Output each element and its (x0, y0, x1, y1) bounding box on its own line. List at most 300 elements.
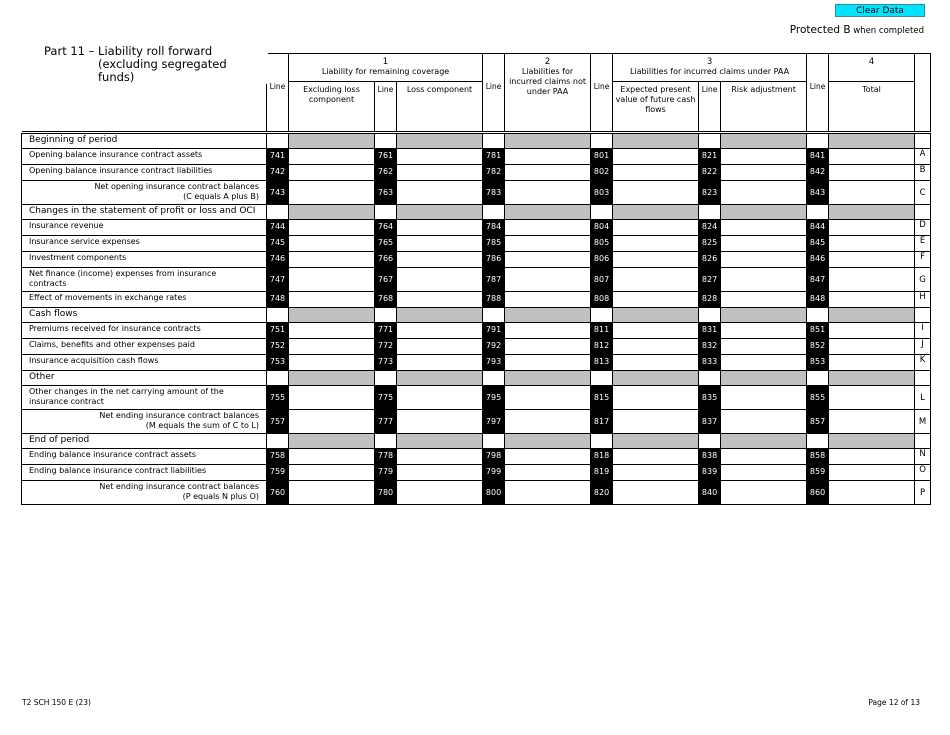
amount-input[interactable] (829, 181, 915, 205)
row-label-line2: (M equals the sum of C to L) (145, 421, 259, 430)
amount-input[interactable] (829, 268, 915, 292)
row-letter: I (915, 323, 931, 339)
amount-input[interactable] (289, 449, 375, 465)
group1-header (289, 54, 483, 82)
amount-input[interactable] (397, 449, 483, 465)
amount-input[interactable] (289, 410, 375, 434)
amount-input[interactable] (829, 465, 915, 481)
amount-input[interactable] (721, 292, 807, 308)
shaded-cell (721, 134, 807, 149)
amount-input[interactable] (721, 465, 807, 481)
line-code: 826 (699, 252, 721, 268)
group1-number: 1 (382, 57, 389, 67)
amount-input[interactable] (721, 481, 807, 505)
amount-input[interactable] (397, 465, 483, 481)
row-label-line1: Claims, benefits and other expenses paid (29, 340, 195, 349)
amount-input[interactable] (289, 481, 375, 505)
row-letter: N (915, 449, 931, 465)
shaded-cell (829, 371, 915, 386)
line-code: 853 (807, 355, 829, 371)
excluding-loss-header: Excluding loss component (289, 82, 375, 132)
row-letter: C (915, 181, 931, 205)
amount-input[interactable] (397, 220, 483, 236)
row-label (22, 149, 267, 165)
line-code: 779 (375, 465, 397, 481)
shaded-cell (721, 434, 807, 449)
empty-cell (267, 308, 289, 323)
row-label (22, 449, 267, 465)
empty-cell (267, 134, 289, 149)
line-code: 742 (267, 165, 289, 181)
row-letter: K (915, 355, 931, 371)
line-code: 761 (375, 149, 397, 165)
line-code: 785 (483, 236, 505, 252)
line-code: 813 (591, 355, 613, 371)
line-code: 758 (267, 449, 289, 465)
table-row (22, 355, 931, 371)
line-code: 744 (267, 220, 289, 236)
shaded-cell (505, 134, 591, 149)
line-code: 828 (699, 292, 721, 308)
line-code: 760 (267, 481, 289, 505)
line-code: 860 (807, 481, 829, 505)
row-letter: M (915, 410, 931, 434)
amount-input[interactable] (397, 339, 483, 355)
line-code: 792 (483, 339, 505, 355)
amount-input[interactable] (613, 268, 699, 292)
amount-input[interactable] (721, 386, 807, 410)
line-code: 808 (591, 292, 613, 308)
line-code: 783 (483, 181, 505, 205)
amount-input[interactable] (289, 149, 375, 165)
empty-cell (699, 371, 721, 386)
amount-input[interactable] (613, 149, 699, 165)
empty-cell (483, 134, 505, 149)
line-code: 771 (375, 323, 397, 339)
line-header: Line (591, 54, 613, 132)
line-code: 767 (375, 268, 397, 292)
amount-input[interactable] (613, 465, 699, 481)
line-code: 855 (807, 386, 829, 410)
shaded-cell (505, 371, 591, 386)
row-label-line2: (C equals A plus B) (183, 192, 259, 201)
empty-cell (699, 134, 721, 149)
amount-input[interactable] (397, 386, 483, 410)
line-code: 833 (699, 355, 721, 371)
table-row (22, 134, 931, 149)
amount-input[interactable] (505, 323, 591, 339)
section-label: Changes in the statement of profit or loss and OCI (22, 205, 267, 220)
table-row (22, 236, 931, 252)
empty-cell (807, 134, 829, 149)
line-code: 751 (267, 323, 289, 339)
amount-input[interactable] (289, 292, 375, 308)
amount-input[interactable] (505, 410, 591, 434)
row-label (22, 481, 267, 505)
shaded-cell (613, 134, 699, 149)
amount-input[interactable] (397, 292, 483, 308)
amount-input[interactable] (289, 339, 375, 355)
row-label-line1: Investment components (29, 253, 127, 262)
shaded-cell (613, 308, 699, 323)
shaded-cell (505, 205, 591, 220)
row-label (22, 355, 267, 371)
line-code: 773 (375, 355, 397, 371)
amount-input[interactable] (397, 323, 483, 339)
row-letter: J (915, 339, 931, 355)
amount-input[interactable] (829, 236, 915, 252)
amount-input[interactable] (721, 252, 807, 268)
line-code: 745 (267, 236, 289, 252)
form-id: T2 SCH 150 E (23) (22, 698, 91, 707)
empty-cell (267, 371, 289, 386)
line-code: 777 (375, 410, 397, 434)
shaded-cell (613, 371, 699, 386)
shaded-cell (397, 134, 483, 149)
line-code: 762 (375, 165, 397, 181)
total-header: Total (829, 82, 915, 132)
amount-input[interactable] (829, 220, 915, 236)
amount-input[interactable] (613, 355, 699, 371)
amount-input[interactable] (397, 410, 483, 434)
amount-input[interactable] (721, 220, 807, 236)
row-label-line1: Other changes in the net carrying amount of the (29, 387, 224, 396)
clear-data-button[interactable]: Clear Data (835, 4, 925, 17)
amount-input[interactable] (289, 465, 375, 481)
shaded-cell (289, 308, 375, 323)
amount-input[interactable] (829, 149, 915, 165)
empty-cell (699, 434, 721, 449)
empty-cell (375, 434, 397, 449)
amount-input[interactable] (613, 252, 699, 268)
row-label-line1: Net ending insurance contract balances (99, 411, 259, 420)
empty-cell (915, 205, 931, 220)
amount-input[interactable] (721, 268, 807, 292)
amount-input[interactable] (829, 165, 915, 181)
line-code: 741 (267, 149, 289, 165)
line-header: Line (483, 54, 505, 132)
line-code: 772 (375, 339, 397, 355)
amount-input[interactable] (289, 165, 375, 181)
amount-input[interactable] (829, 449, 915, 465)
line-code: 820 (591, 481, 613, 505)
group4-header (829, 54, 915, 82)
amount-input[interactable] (721, 410, 807, 434)
table-row (22, 339, 931, 355)
row-label (22, 323, 267, 339)
group4-number: 4 (868, 57, 875, 67)
line-code: 778 (375, 449, 397, 465)
amount-input[interactable] (505, 149, 591, 165)
row-label (22, 386, 267, 410)
empty-cell (483, 308, 505, 323)
amount-input[interactable] (505, 465, 591, 481)
amount-input[interactable] (613, 220, 699, 236)
line-code: 802 (591, 165, 613, 181)
line-header: Line (699, 82, 721, 132)
amount-input[interactable] (829, 410, 915, 434)
pv-future-header: Expected present value of future cash flows (613, 82, 699, 132)
line-code: 784 (483, 220, 505, 236)
line-code: 807 (591, 268, 613, 292)
table-row (22, 481, 931, 505)
table-row (22, 465, 931, 481)
row-letter: O (915, 465, 931, 481)
empty-cell (807, 371, 829, 386)
amount-input[interactable] (289, 252, 375, 268)
line-code: 803 (591, 181, 613, 205)
group3-number: 3 (706, 57, 713, 67)
amount-input[interactable] (721, 449, 807, 465)
amount-input[interactable] (397, 355, 483, 371)
amount-input[interactable] (613, 449, 699, 465)
line-code: 787 (483, 268, 505, 292)
empty-cell (375, 308, 397, 323)
amount-input[interactable] (829, 292, 915, 308)
line-code: 764 (375, 220, 397, 236)
shaded-cell (397, 205, 483, 220)
row-letter: D (915, 220, 931, 236)
amount-input[interactable] (289, 386, 375, 410)
empty-cell (375, 134, 397, 149)
amount-input[interactable] (721, 323, 807, 339)
amount-input[interactable] (505, 386, 591, 410)
shaded-cell (829, 205, 915, 220)
table-row (22, 268, 931, 292)
group2-number: 2 (544, 57, 551, 67)
empty-cell (483, 434, 505, 449)
line-code: 858 (807, 449, 829, 465)
amount-input[interactable] (505, 268, 591, 292)
table-row (22, 434, 931, 449)
table-row (22, 449, 931, 465)
part-title (40, 45, 268, 84)
amount-input[interactable] (505, 220, 591, 236)
line-code: 827 (699, 268, 721, 292)
amount-input[interactable] (721, 339, 807, 355)
empty-cell (591, 434, 613, 449)
line-code: 800 (483, 481, 505, 505)
letter-header (915, 54, 931, 132)
line-code: 840 (699, 481, 721, 505)
line-code: 747 (267, 268, 289, 292)
line-code: 825 (699, 236, 721, 252)
line-code: 795 (483, 386, 505, 410)
line-code: 775 (375, 386, 397, 410)
line-code: 793 (483, 355, 505, 371)
row-label-line2: contracts (29, 279, 67, 288)
empty-cell (699, 205, 721, 220)
amount-input[interactable] (397, 252, 483, 268)
amount-input[interactable] (289, 268, 375, 292)
line-code: 851 (807, 323, 829, 339)
amount-input[interactable] (613, 181, 699, 205)
amount-input[interactable] (505, 252, 591, 268)
amount-input[interactable] (613, 339, 699, 355)
line-code: 832 (699, 339, 721, 355)
amount-input[interactable] (397, 268, 483, 292)
shaded-cell (397, 371, 483, 386)
line-code: 748 (267, 292, 289, 308)
row-label (22, 181, 267, 205)
part-title-line2: (excluding segregated funds) (98, 57, 227, 84)
line-code: 819 (591, 465, 613, 481)
amount-input[interactable] (721, 165, 807, 181)
table-row (22, 220, 931, 236)
line-code: 786 (483, 252, 505, 268)
table-row (22, 165, 931, 181)
line-code: 755 (267, 386, 289, 410)
line-code: 804 (591, 220, 613, 236)
amount-input[interactable] (829, 481, 915, 505)
table-row (22, 205, 931, 220)
empty-cell (483, 371, 505, 386)
empty-cell (807, 308, 829, 323)
row-label-line1: Net finance (income) expenses from insurance (29, 269, 217, 278)
section-label: Cash flows (22, 308, 267, 323)
table-row (22, 410, 931, 434)
section-label: End of period (22, 434, 267, 449)
amount-input[interactable] (397, 481, 483, 505)
amount-input[interactable] (505, 181, 591, 205)
row-label-line1: Opening balance insurance contract liabilities (29, 166, 213, 175)
amount-input[interactable] (613, 481, 699, 505)
line-code: 746 (267, 252, 289, 268)
line-code: 839 (699, 465, 721, 481)
amount-input[interactable] (829, 252, 915, 268)
row-label (22, 236, 267, 252)
row-letter: B (915, 165, 931, 181)
row-label-line1: Net opening insurance contract balances (94, 182, 259, 191)
line-header: Line (807, 54, 829, 132)
amount-input[interactable] (829, 339, 915, 355)
empty-cell (591, 371, 613, 386)
line-code: 845 (807, 236, 829, 252)
line-code: 788 (483, 292, 505, 308)
empty-cell (591, 134, 613, 149)
row-label (22, 220, 267, 236)
group2-label: Liabilities for incurred claims not under PAA (509, 67, 586, 96)
shaded-cell (397, 308, 483, 323)
line-code: 799 (483, 465, 505, 481)
shaded-cell (505, 434, 591, 449)
amount-input[interactable] (289, 220, 375, 236)
line-code: 743 (267, 181, 289, 205)
shaded-cell (289, 434, 375, 449)
amount-input[interactable] (721, 181, 807, 205)
amount-input[interactable] (613, 323, 699, 339)
line-code: 812 (591, 339, 613, 355)
part-title-line1: Part 11 – Liability roll forward (44, 44, 213, 58)
line-header: Line (375, 82, 397, 132)
amount-input[interactable] (721, 236, 807, 252)
row-letter: H (915, 292, 931, 308)
line-code: 835 (699, 386, 721, 410)
amount-input[interactable] (505, 292, 591, 308)
amount-input[interactable] (289, 355, 375, 371)
amount-input[interactable] (505, 339, 591, 355)
amount-input[interactable] (397, 149, 483, 165)
empty-cell (591, 205, 613, 220)
empty-cell (375, 371, 397, 386)
row-label (22, 165, 267, 181)
line-code: 805 (591, 236, 613, 252)
table-row (22, 323, 931, 339)
row-label-line1: Premiums received for insurance contracts (29, 324, 201, 333)
line-code: 768 (375, 292, 397, 308)
amount-input[interactable] (613, 165, 699, 181)
amount-input[interactable] (505, 481, 591, 505)
line-code: 838 (699, 449, 721, 465)
amount-input[interactable] (613, 386, 699, 410)
line-code: 806 (591, 252, 613, 268)
amount-input[interactable] (397, 236, 483, 252)
line-code: 859 (807, 465, 829, 481)
line-code: 818 (591, 449, 613, 465)
empty-cell (375, 205, 397, 220)
row-label-line1: Insurance service expenses (29, 237, 140, 246)
amount-input[interactable] (721, 149, 807, 165)
shaded-cell (721, 308, 807, 323)
amount-input[interactable] (613, 410, 699, 434)
line-code: 811 (591, 323, 613, 339)
shaded-cell (829, 308, 915, 323)
line-code: 844 (807, 220, 829, 236)
table-row (22, 292, 931, 308)
amount-input[interactable] (505, 355, 591, 371)
amount-input[interactable] (505, 236, 591, 252)
group2-header (505, 54, 591, 132)
shaded-cell (289, 205, 375, 220)
amount-input[interactable] (289, 323, 375, 339)
amount-input[interactable] (505, 165, 591, 181)
amount-input[interactable] (397, 165, 483, 181)
page-number: Page 12 of 13 (868, 698, 920, 707)
amount-input[interactable] (505, 449, 591, 465)
line-code: 847 (807, 268, 829, 292)
amount-input[interactable] (397, 181, 483, 205)
table-row (22, 149, 931, 165)
row-letter: E (915, 236, 931, 252)
row-label (22, 465, 267, 481)
shaded-cell (289, 134, 375, 149)
amount-input[interactable] (289, 236, 375, 252)
line-code: 821 (699, 149, 721, 165)
line-code: 824 (699, 220, 721, 236)
amount-input[interactable] (721, 355, 807, 371)
row-label-line1: Opening balance insurance contract assets (29, 150, 203, 159)
group3-header (613, 54, 807, 82)
line-header: Line (267, 54, 289, 132)
table-row (22, 252, 931, 268)
amount-input[interactable] (613, 292, 699, 308)
row-label-line1: Insurance revenue (29, 221, 104, 230)
table-row (22, 386, 931, 410)
row-label (22, 292, 267, 308)
line-code: 781 (483, 149, 505, 165)
amount-input[interactable] (613, 236, 699, 252)
empty-cell (915, 371, 931, 386)
shaded-cell (289, 371, 375, 386)
amount-input[interactable] (829, 323, 915, 339)
amount-input[interactable] (289, 181, 375, 205)
amount-input[interactable] (829, 355, 915, 371)
amount-input[interactable] (829, 386, 915, 410)
line-code: 843 (807, 181, 829, 205)
shaded-cell (613, 434, 699, 449)
line-code: 753 (267, 355, 289, 371)
line-code: 857 (807, 410, 829, 434)
